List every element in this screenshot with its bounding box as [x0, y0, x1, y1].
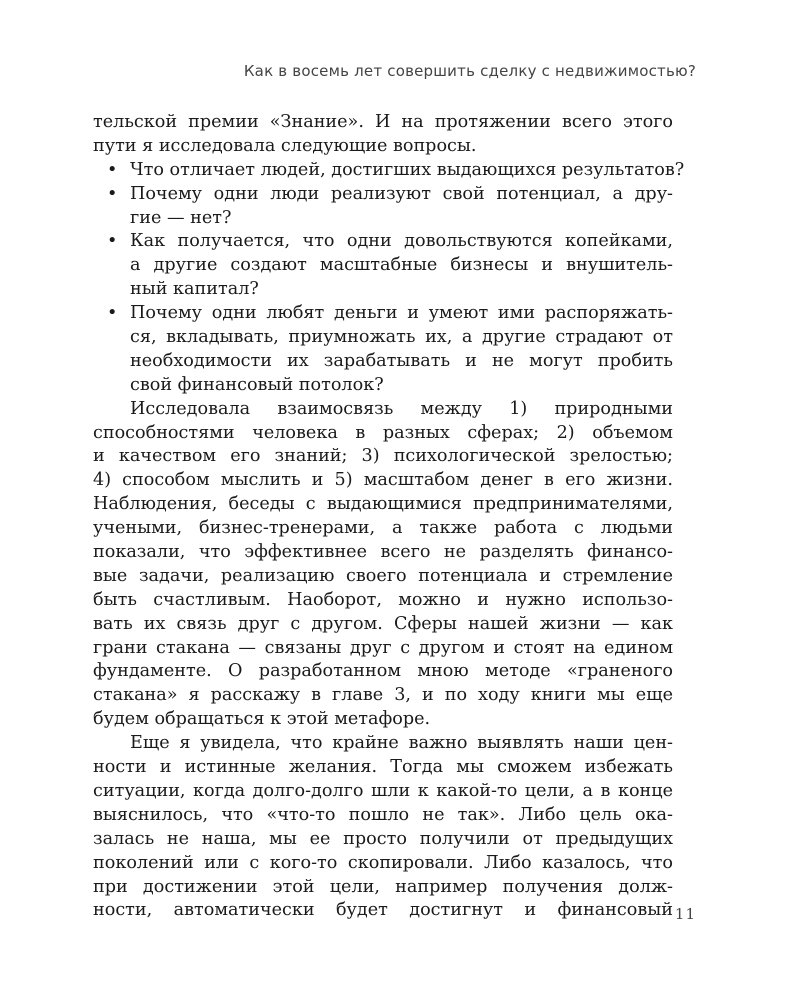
text-line-content: и качеством его знаний; 3) психологической зрелостью;	[93, 446, 673, 467]
text-line	[93, 660, 673, 684]
text-line-content: Почему одни любят деньги и умеют ими распоряжать-	[130, 303, 673, 324]
text-line-content: 4) способом мыслить и 5) масштабом денег в его жизни.	[93, 470, 673, 491]
text-line-content: поколений или с кого-то скопировали. Либо казалось, что	[93, 852, 673, 873]
text-line	[93, 398, 673, 422]
text-line-content: ности и истинные желания. Тогда мы сможем избежать	[93, 757, 673, 778]
text-line-content: Что отличает людей, достигших выдающихся результатов?	[130, 159, 685, 180]
text-line-content: ситуации, когда долго-долго шли к какой-то цели, а в конце	[93, 780, 673, 801]
text-line	[93, 159, 685, 183]
text-line	[93, 565, 673, 589]
text-line	[93, 756, 673, 780]
text-line	[93, 254, 673, 278]
text-line	[93, 350, 673, 374]
bullet-marker: •	[107, 303, 118, 324]
text-line	[93, 374, 673, 398]
text-line	[93, 278, 673, 302]
text-line	[93, 541, 673, 565]
text-line	[93, 828, 673, 852]
text-line-content: а другие создают масштабные бизнесы и внушитель-	[130, 255, 673, 276]
text-line-content: ности, автоматически будет достигнут и финансовый	[93, 900, 673, 921]
text-line	[93, 493, 673, 517]
text-line	[93, 230, 673, 254]
text-line-content: Как получается, что одни довольствуются копейками,	[130, 231, 673, 252]
text-line	[93, 326, 673, 350]
text-line-content: будем обращаться к этой метафоре.	[93, 709, 431, 730]
text-line	[93, 732, 673, 756]
text-line-content: гие — нет?	[130, 207, 232, 228]
text-line	[93, 876, 673, 900]
text-line	[93, 589, 673, 613]
text-line-content: пути я исследовала следующие вопросы.	[93, 135, 477, 156]
text-line-content: Наблюдения, беседы с выдающимися предпринимателями,	[93, 494, 673, 515]
text-line-content: грани стакана — связаны друг с другом и стоят на едином	[93, 637, 673, 658]
text-line-content: стакана» я расскажу в главе 3, и по ходу книги мы еще	[93, 685, 673, 706]
text-line	[93, 852, 673, 876]
text-line	[93, 183, 673, 207]
text-line	[93, 613, 673, 637]
text-line	[93, 637, 673, 661]
text-line	[93, 780, 673, 804]
text-line-content: при достижении этой цели, например получения долж-	[93, 876, 673, 897]
text-line	[93, 804, 673, 828]
text-line-content: фундаменте. О разработанном мною методе «граненого	[93, 661, 673, 682]
text-line-content: ся, вкладывать, приумножать их, а другие страдают от	[130, 327, 673, 348]
text-line-content: Почему одни люди реализуют свой потенциал, а дру-	[130, 183, 673, 204]
text-line	[93, 684, 673, 708]
text-line-content: свой финансовый потолок?	[130, 374, 384, 395]
text-line-content: учеными, бизнес-тренерами, а также работа с людьми	[93, 518, 673, 539]
text-line-content: Еще я увидела, что крайне важно выявлять наши цен-	[130, 733, 673, 754]
page-number: 11	[674, 905, 696, 923]
text-line-content: необходимости их зарабатывать и не могут пробить	[130, 350, 673, 371]
text-line	[93, 517, 673, 541]
text-line	[93, 135, 673, 159]
text-line	[93, 302, 673, 326]
text-line	[93, 207, 673, 231]
text-line	[93, 422, 673, 446]
text-line-content: быть счастливым. Наоборот, можно и нужно использо-	[93, 589, 673, 610]
text-line-content: вые задачи, реализацию своего потенциала и стремление	[93, 565, 673, 586]
bullet-marker: •	[107, 183, 118, 204]
text-line	[93, 469, 673, 493]
text-line-content: выяснилось, что «что-то пошло не так». Либо цель ока-	[93, 804, 673, 825]
text-line-content: вать их связь друг с другом. Сферы нашей жизни — как	[93, 613, 673, 634]
text-line-content: Исследовала взаимосвязь между 1) природными	[130, 398, 673, 419]
text-line-content: залась не наша, мы ее просто получили от предыдущих	[93, 828, 673, 849]
text-line-content: способностями человека в разных сферах; 2) объемом	[93, 422, 673, 443]
bullet-marker: •	[107, 159, 118, 180]
text-line	[93, 899, 673, 923]
text-line	[93, 111, 673, 135]
bullet-marker: •	[107, 231, 118, 252]
text-line-content: ный капитал?	[130, 279, 259, 300]
text-line	[93, 445, 673, 469]
text-line-content: тельской премии «Знание». И на протяжении всего этого	[93, 112, 673, 132]
running-header-title: Как в восемь лет совершить сделку с недвижимостью?	[243, 62, 696, 80]
text-line	[93, 708, 673, 732]
text-line-content: показали, что эффективнее всего не разделять финансо-	[93, 542, 673, 563]
